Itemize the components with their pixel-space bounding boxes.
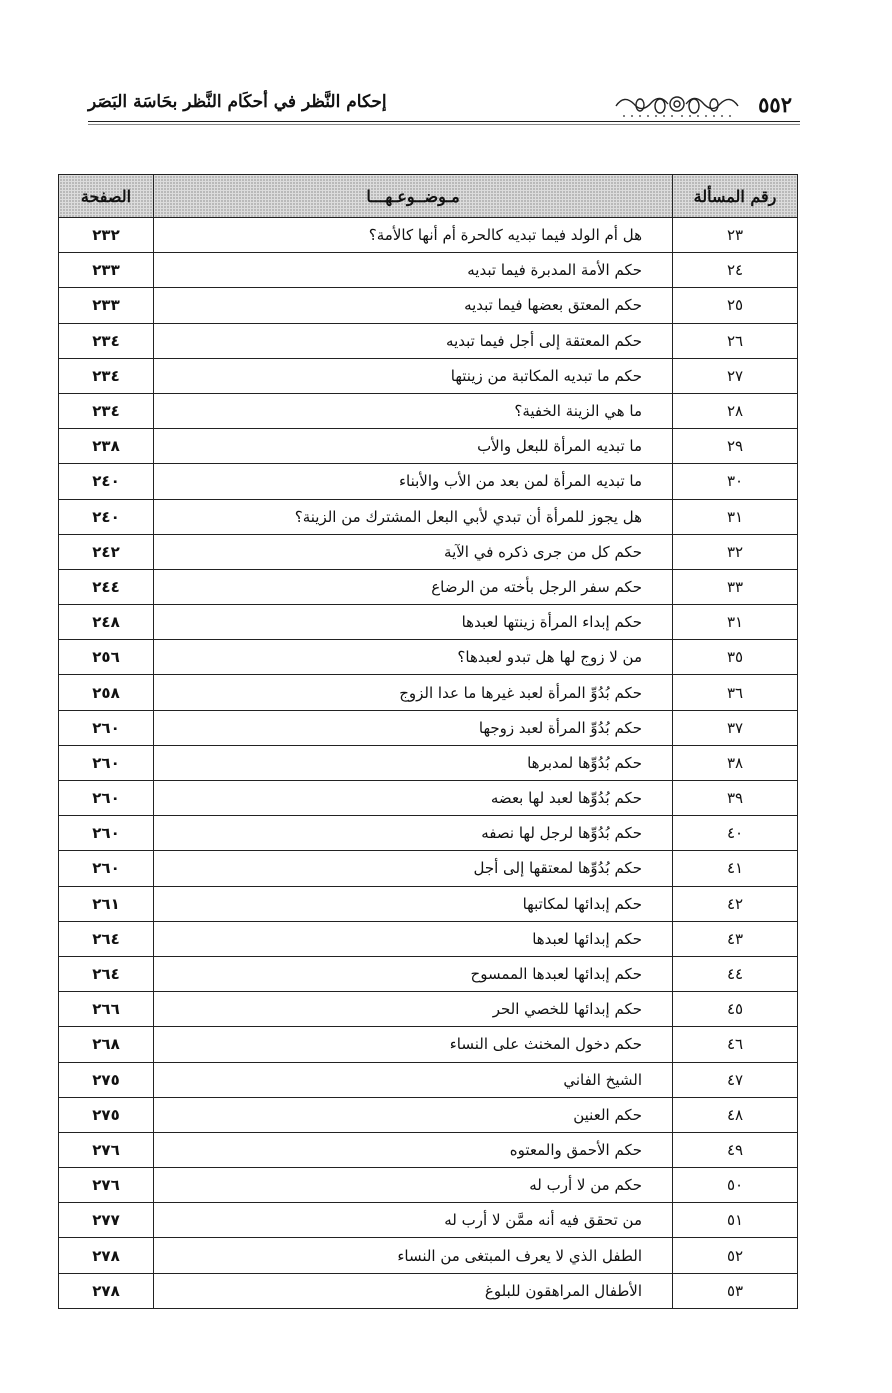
row-number: ٥١: [673, 1203, 798, 1238]
row-page: ٢٤٢: [59, 534, 154, 569]
table-row: [59, 1097, 798, 1132]
table-row: [59, 218, 798, 253]
table-row: [59, 1168, 798, 1203]
row-page: ٢٤٠: [59, 499, 154, 534]
row-page: ٢٣٨: [59, 429, 154, 464]
row-number: ٣٧: [673, 710, 798, 745]
table-row: [59, 288, 798, 323]
row-topic: حكم إبداء المرأة زينتها لعبدها: [154, 605, 673, 640]
row-page: ٢٦٠: [59, 710, 154, 745]
row-page: ٢٦٤: [59, 956, 154, 991]
row-page: ٢٧٨: [59, 1273, 154, 1308]
table-row: [59, 921, 798, 956]
table-row: [59, 1027, 798, 1062]
row-topic: حكم بُدُوِّ المرأة لعبد غيرها ما عدا الزوج: [154, 675, 673, 710]
table-row: [59, 956, 798, 991]
row-number: ٢٣: [673, 218, 798, 253]
table-row: [59, 323, 798, 358]
table-row: [59, 534, 798, 569]
row-page: ٢٧٥: [59, 1097, 154, 1132]
table-row: [59, 992, 798, 1027]
table-header-row: [59, 175, 798, 218]
row-page: ٢٦٨: [59, 1027, 154, 1062]
row-page: ٢٣٤: [59, 358, 154, 393]
row-topic: حكم بُدُوِّ المرأة لعبد زوجها: [154, 710, 673, 745]
table-row: [59, 1203, 798, 1238]
row-number: ٤٥: [673, 992, 798, 1027]
row-number: ٢٦: [673, 323, 798, 358]
row-topic: حكم بُدُوِّها لعبد لها بعضه: [154, 781, 673, 816]
header-rule: [88, 121, 800, 122]
table-row: [59, 745, 798, 780]
row-number: ٢٤: [673, 253, 798, 288]
row-page: ٢٣٢: [59, 218, 154, 253]
row-topic: حكم المعتقة إلى أجل فيما تبديه: [154, 323, 673, 358]
row-number: ٣٨: [673, 745, 798, 780]
table-row: [59, 640, 798, 675]
table-row: [59, 710, 798, 745]
table-row: [59, 569, 798, 604]
row-page: ٢٣٣: [59, 288, 154, 323]
row-page: ٢٤٠: [59, 464, 154, 499]
row-page: ٢٧٦: [59, 1168, 154, 1203]
table-row: [59, 429, 798, 464]
row-number: ٥٢: [673, 1238, 798, 1273]
row-topic: حكم بُدُوِّها لمعتقها إلى أجل: [154, 851, 673, 886]
row-topic: ما تبديه المرأة لمن بعد من الأب والأبناء: [154, 464, 673, 499]
row-page: ٢٤٤: [59, 569, 154, 604]
table-row: [59, 358, 798, 393]
row-page: ٢٣٣: [59, 253, 154, 288]
column-header-page: الصفحة: [59, 175, 154, 218]
row-topic: حكم العنين: [154, 1097, 673, 1132]
table-row: [59, 1273, 798, 1308]
row-number: ٣٩: [673, 781, 798, 816]
row-page: ٢٦٦: [59, 992, 154, 1027]
row-number: ٣١: [673, 499, 798, 534]
row-number: ٥٣: [673, 1273, 798, 1308]
table-row: [59, 1238, 798, 1273]
row-number: ٥٠: [673, 1168, 798, 1203]
row-number: ٣١: [673, 605, 798, 640]
row-number: ٤٩: [673, 1132, 798, 1167]
row-topic: حكم الأحمق والمعتوه: [154, 1132, 673, 1167]
row-page: ٢٦٤: [59, 921, 154, 956]
row-topic: هل يجوز للمرأة أن تبدي لأبي البعل المشترك من الزينة؟: [154, 499, 673, 534]
row-topic: الطفل الذي لا يعرف المبتغى من النساء: [154, 1238, 673, 1273]
row-topic: حكم المعتق بعضها فيما تبديه: [154, 288, 673, 323]
row-number: ٤١: [673, 851, 798, 886]
row-topic: حكم الأمة المدبرة فيما تبديه: [154, 253, 673, 288]
row-topic: حكم سفر الرجل بأخته من الرضاع: [154, 569, 673, 604]
row-number: ٢٨: [673, 393, 798, 428]
row-page: ٢٣٤: [59, 393, 154, 428]
row-page: ٢٧٨: [59, 1238, 154, 1273]
row-topic: حكم إبدائها للخصي الحر: [154, 992, 673, 1027]
row-number: ٤٣: [673, 921, 798, 956]
table-row: [59, 464, 798, 499]
table-row: [59, 393, 798, 428]
row-number: ٤٠: [673, 816, 798, 851]
table-row: [59, 816, 798, 851]
row-page: ٢٧٧: [59, 1203, 154, 1238]
floral-ornament-icon: [612, 90, 742, 120]
table-row: [59, 851, 798, 886]
row-page: ٢٦١: [59, 886, 154, 921]
row-page: ٢٥٦: [59, 640, 154, 675]
table-row: [59, 1132, 798, 1167]
row-topic: هل أم الولد فيما تبديه كالحرة أم أنها كالأمة؟: [154, 218, 673, 253]
table-row: [59, 605, 798, 640]
row-page: ٢٥٨: [59, 675, 154, 710]
row-number: ٤٧: [673, 1062, 798, 1097]
index-table: [58, 174, 798, 1309]
row-page: ٢٦٠: [59, 781, 154, 816]
table-row: [59, 781, 798, 816]
row-topic: حكم إبدائها لعبدها الممسوح: [154, 956, 673, 991]
row-number: ٣٢: [673, 534, 798, 569]
row-number: ٢٩: [673, 429, 798, 464]
row-topic: ما تبديه المرأة للبعل والأب: [154, 429, 673, 464]
row-page: ٢٣٤: [59, 323, 154, 358]
row-topic: حكم ما تبديه المكاتبة من زينتها: [154, 358, 673, 393]
row-page: ٢٧٥: [59, 1062, 154, 1097]
row-number: ٤٤: [673, 956, 798, 991]
page-header: [88, 88, 800, 128]
header-rule-secondary: [88, 124, 800, 125]
row-number: ٤٨: [673, 1097, 798, 1132]
row-number: ٤٢: [673, 886, 798, 921]
row-topic: من لا زوج لها هل تبدو لعبدها؟: [154, 640, 673, 675]
row-page: ٢٤٨: [59, 605, 154, 640]
row-topic: حكم كل من جرى ذكره في الآية: [154, 534, 673, 569]
row-number: ٤٦: [673, 1027, 798, 1062]
page-number: ٥٥٢: [758, 92, 792, 117]
row-number: ٢٧: [673, 358, 798, 393]
row-page: ٢٧٦: [59, 1132, 154, 1167]
row-topic: حكم إبدائها لعبدها: [154, 921, 673, 956]
row-topic: حكم دخول المخنث على النساء: [154, 1027, 673, 1062]
row-page: ٢٦٠: [59, 816, 154, 851]
row-topic: الشيخ الفاني: [154, 1062, 673, 1097]
row-number: ٣٦: [673, 675, 798, 710]
column-header-topic: مـوضــوعـهـــا: [154, 175, 673, 218]
row-number: ٣٥: [673, 640, 798, 675]
row-page: ٢٦٠: [59, 851, 154, 886]
table-row: [59, 253, 798, 288]
table-row: [59, 1062, 798, 1097]
row-topic: الأطفال المراهقون للبلوغ: [154, 1273, 673, 1308]
table-row: [59, 675, 798, 710]
book-title: إحكام النَّظر في أحكَام النَّظر بحَاسَة البَصَر: [88, 92, 387, 112]
row-number: ٣٠: [673, 464, 798, 499]
row-topic: حكم إبدائها لمكاتبها: [154, 886, 673, 921]
row-topic: ما هي الزينة الخفية؟: [154, 393, 673, 428]
row-topic: حكم بُدُوِّها لمدبرها: [154, 745, 673, 780]
row-topic: حكم من لا أرب له: [154, 1168, 673, 1203]
table-row: [59, 499, 798, 534]
row-topic: من تحقق فيه أنه ممَّن لا أرب له: [154, 1203, 673, 1238]
row-number: ٢٥: [673, 288, 798, 323]
table-row: [59, 886, 798, 921]
row-page: ٢٦٠: [59, 745, 154, 780]
row-number: ٣٣: [673, 569, 798, 604]
column-header-number: رقم المسألة: [673, 175, 798, 218]
row-topic: حكم بُدُوِّها لرجل لها نصفه: [154, 816, 673, 851]
